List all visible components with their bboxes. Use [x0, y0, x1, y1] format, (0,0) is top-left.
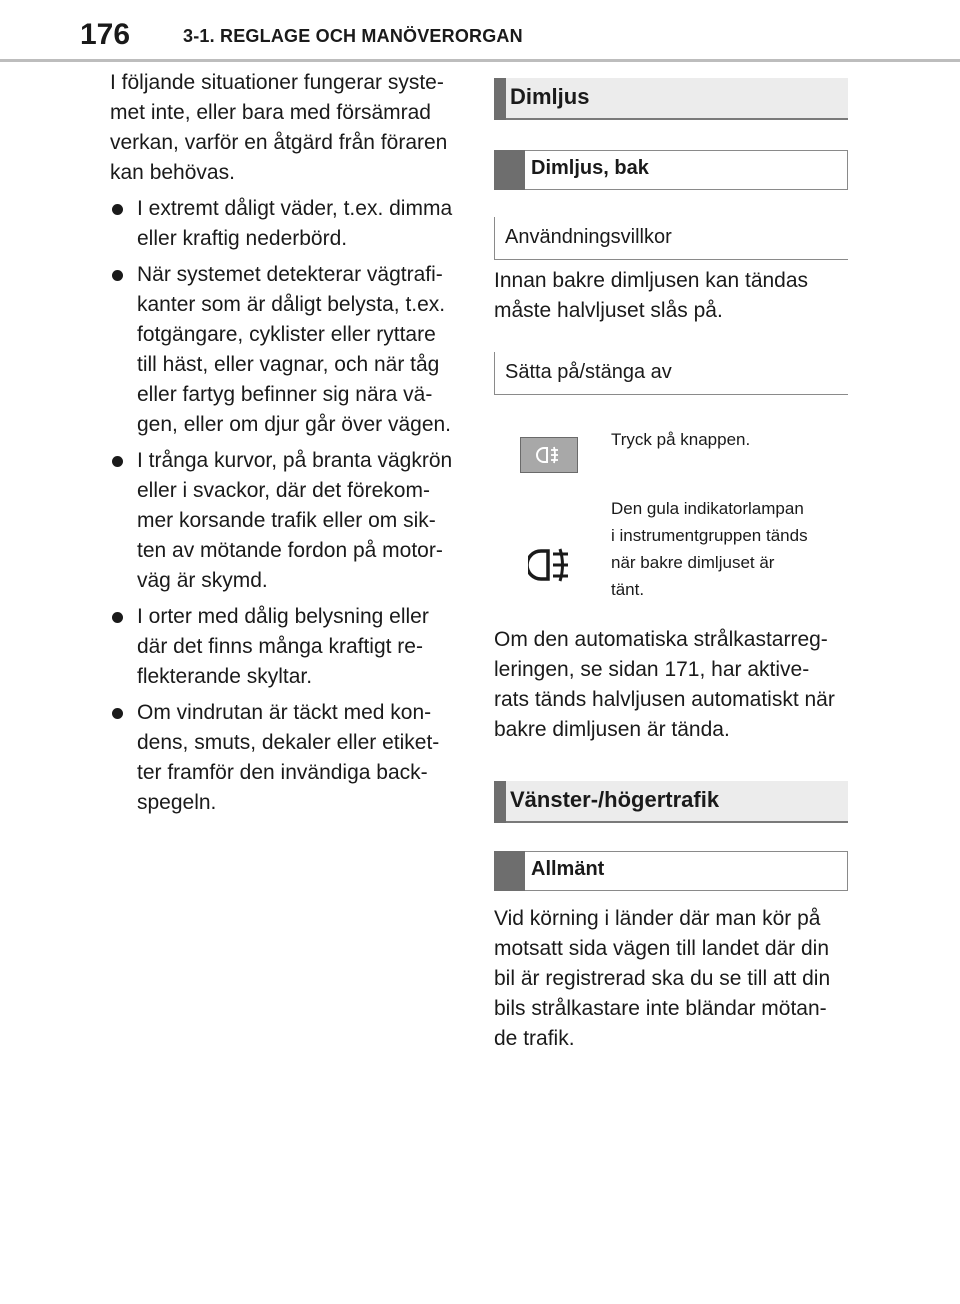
section-heading-fog-lights: Dimljus — [494, 78, 848, 120]
situation-list — [110, 194, 460, 818]
subsection-heading-rear-fog: Dimljus, bak — [494, 150, 848, 190]
heading-on-off: Sätta på/stänga av — [494, 352, 848, 395]
list-item: Om vindrutan är täckt med kon- dens, smuts, dekaler eller etiket- ter framför den invändiga back- spegeln. — [110, 698, 460, 818]
intro-paragraph: I följande situationer fungerar syste- met inte, eller bara med försämrad verkan, varför en åtgärd från föraren kan behövas. — [110, 71, 448, 184]
operation-text-indicator: Den gula indikatorlampan i instrumentgruppen tänds när bakre dimljuset är tänt. — [611, 499, 808, 599]
right-column — [494, 78, 848, 1054]
page-header — [0, 0, 960, 62]
bullet-icon — [112, 612, 123, 623]
chapter-title: 3-1. REGLAGE OCH MANÖVERORGAN — [183, 26, 523, 46]
bullet-icon — [112, 456, 123, 467]
operation-row-button — [494, 427, 848, 491]
rear-fog-light-button-icon — [520, 437, 578, 473]
section-heading-traffic: Vänster-/högertrafik — [494, 781, 848, 823]
list-item: I trånga kurvor, på branta vägkrön eller i svackor, där det förekom- mer korsande trafik eller om sik- ten av mötande fordon på motor- väg är skymd. — [110, 446, 460, 596]
list-item: När systemet detekterar vägtrafi- kanter som är dåligt belysta, t.ex. fotgängare, cyklister eller ryttare till häst, eller vagnar, och när tåg eller fartyg befinner sig nära vä- gen, eller om djur går över vägen. — [110, 260, 460, 440]
operation-row-indicator — [494, 495, 848, 605]
page-number: 176 — [80, 18, 131, 51]
traffic-paragraph: Vid körning i länder där man kör på motsatt sida vägen till landet där din bil är registrerad ska du se till att din bils strålkastare inte bländar mötan- de trafik. — [494, 907, 831, 1050]
bullet-icon — [112, 270, 123, 281]
rear-fog-light-indicator-icon — [528, 547, 576, 585]
left-column — [110, 68, 460, 818]
subsection-heading-general: Allmänt — [494, 851, 848, 891]
bullet-icon — [112, 204, 123, 215]
conditions-paragraph: Innan bakre dimljusen kan tändas måste halvljuset slås på. — [494, 269, 809, 322]
header-rule — [0, 59, 960, 62]
list-item: I orter med dålig belysning eller där det finns många kraftigt re- flekterande skyltar. — [110, 602, 460, 692]
list-item: I extremt dåligt väder, t.ex. dimma eller kraftig nederbörd. — [110, 194, 460, 254]
bullet-icon — [112, 708, 123, 719]
operation-text-press: Tryck på knappen. — [611, 430, 751, 449]
heading-conditions: Användningsvillkor — [494, 217, 848, 260]
auto-headlight-paragraph: Om den automatiska strålkastarreg- leringen, se sidan 171, har aktive- rats tänds halvljusen automatiskt när bakre dimljusen är tända. — [494, 628, 835, 741]
